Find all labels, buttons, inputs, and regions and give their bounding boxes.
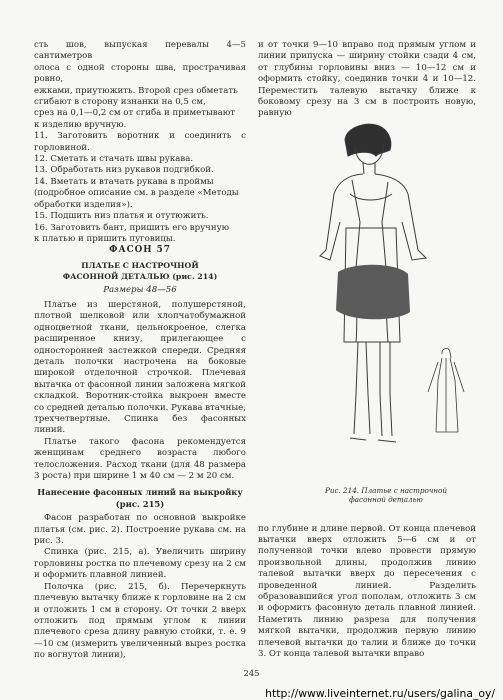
text-line: к платью и пришить пуговицы. <box>34 233 176 244</box>
model-heading: ФАСОН 57 <box>109 245 171 256</box>
text-line: к изделию вручную. <box>34 119 127 130</box>
handbag-shape <box>336 265 410 320</box>
model-title-line-2: ФАСОННОЙ ДЕТАЛЬЮ (рис. 214) <box>62 272 218 282</box>
text-line: 13. Обработать низ рукавов подгибкой. <box>34 165 214 176</box>
text-line: 11. Заготовить воротник и соединить с горловиной. <box>34 131 246 153</box>
page-number: 245 <box>243 668 260 678</box>
text-line: срез на 0,1—0,2 см от сгиба и приметывают <box>34 108 236 119</box>
right-top-paragraph: и от точки 9—10 вправо под прямым углом и линии припуска — ширину стойки сзади 4 см, от глубины горловины вниз — 10—12 см и оформить стойку, соединив точки 4 и 10—12. Переместить талевую вытачку ближе к боковому срезу на 3 см в построить новую, равную <box>258 40 476 119</box>
description-paragraph-2: Платье такого фасона рекомендуется женщинам среднего возраста любого телосложения. Расход ткани (для 48 размера 3 роста) при ширине 1 м 40 см — 2 м 20 см. <box>34 436 246 482</box>
description-paragraph-1: Платье из шерстяной, полушерстяной, плотной шелковой или хлопчатобумажной одноцветной ткани, цельнокроеное, слегка расширенное книзу, прилегающее с односторонней застежкой спереди. Средняя деталь полочки настрочена на боковые широкой отделочной строчкой. Плечевая вытачка от фасонной линии заложена мягкой складкой. Воротник-стойка выкроен вместе со средней деталью полочки. Рукава втачные, трехчетвертные. Спинка без фасонных линий. <box>34 299 246 436</box>
text-line: сть шов, выпуская перевалы 4—5 сантиметров <box>34 40 246 62</box>
section-title-line-1: Нанесение фасонных линий на выкройку <box>37 487 243 498</box>
figure-caption-line-2: фасонной деталью <box>349 495 423 504</box>
left-column <box>34 40 246 662</box>
text-line: сгибают в сторону изнанки на 0,5 см, <box>34 97 206 108</box>
text-line: 16. Заготовить бант, пришить его вручную <box>34 222 230 233</box>
section-paragraph-3: Полочка (рис. 215, б). Перечеркнуть плечевую вытачку ближе к горловине на 2 см и отложить 1 см в сторону. От точки 2 вверх отложить под прямым углом к линии плечевого среза длину равную стойки, т. е. 9—10 см (измерить увеличенный вырез ростка по вогнутой линии), <box>34 581 246 661</box>
text-line: 14. Вметать и втачать рукава в проймы <box>34 176 214 187</box>
section-title-line-2: (рис. 215) <box>115 498 165 509</box>
text-line: ежками, приутюжить. Второй срез обметать <box>34 85 238 96</box>
text-line: обработки изделия»). <box>34 199 133 210</box>
model-title-line-1: ПЛАТЬЕ С НАСТРОЧНОЙ <box>81 260 199 270</box>
figure-caption-line-1: Рис. 214. Платье с настрочной <box>324 486 447 495</box>
text-line: 15. Подшить низ платья и отутюжить. <box>34 211 209 222</box>
section-paragraph-1: Фасон разработан по основной выкройке платья (см. рис. 2). Построение рукава см. на рис. 3. <box>34 513 246 547</box>
section-paragraph-2: Спинка (рис. 215, а). Увеличить ширину горловины ростка по плечевому срезу на 2 см и оформить плавной линией. <box>34 547 246 581</box>
sizes-line: Размеры 48—56 <box>103 284 177 295</box>
source-watermark: http://www.liveinternet.ru/users/galina_oy/ <box>265 687 495 700</box>
right-column-top <box>258 40 476 120</box>
right-column-bottom <box>258 515 476 669</box>
text-line: 12. Сметать и стачать швы рукава. <box>34 154 194 165</box>
dress-illustration <box>300 122 472 488</box>
text-line: (подробное описание см. в разделе «Методы <box>34 188 239 199</box>
text-line: олоса с одной стороны шва, прострачивая ровно, <box>34 62 246 85</box>
small-sketch-dress <box>428 348 464 432</box>
figure-caption <box>300 486 472 504</box>
right-bottom-paragraph: по глубине и длине первой. От конца плечевой вытачки вверх отложить 5—6 см и от полученной точки влево провести прямую произвольной длины, продолжив линию талевой вытачки вверх до пересечения с проведенной линией. Разделить образовавшийся угол пополам, отложить 3 см и оформить фасонную деталь плавной линией. Наметить линию разреза для получения мягкой вытачки, продолжив первую линию плечевой вытачки до талии и ближе до точки 3. От конца талевой вытачки вправо <box>258 523 476 660</box>
